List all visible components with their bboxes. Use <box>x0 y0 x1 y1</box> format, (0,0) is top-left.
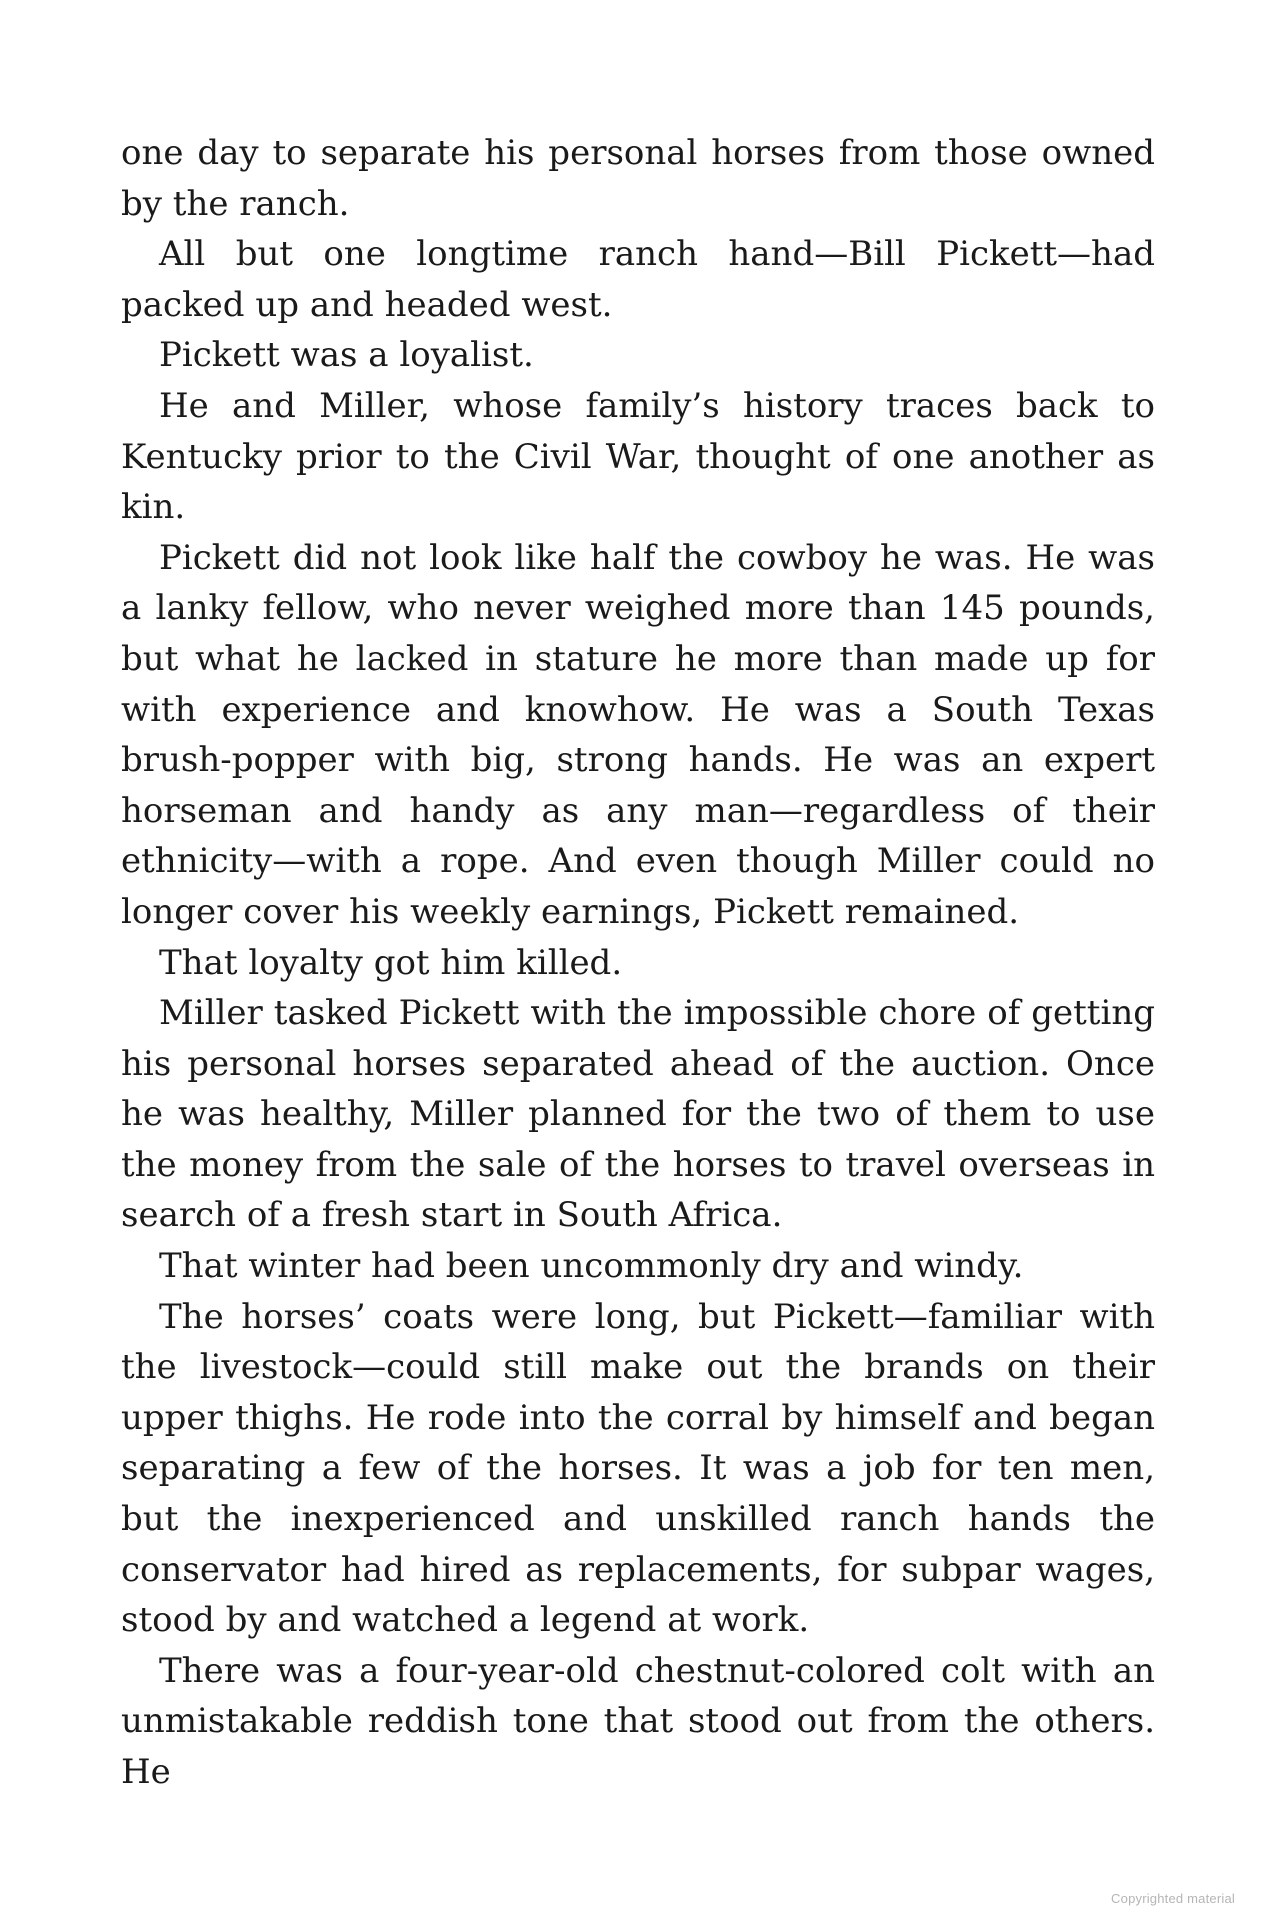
copyright-watermark: Copyrighted material <box>1111 1891 1235 1906</box>
paragraph-10: There was a four-year-old chestnut-colored colt with an unmistakable reddish tone that stood out from the others. He <box>121 1650 1155 1792</box>
paragraph-8: That winter had been uncommonly dry and windy. <box>159 1246 1024 1287</box>
paragraph-6: That loyalty got him killed. <box>159 942 623 983</box>
paragraph-7: Miller tasked Pickett with the impossible chore of getting his personal horses separated ahead of the auction. Once he was healthy, Miller planned for the two of them to use the money from the sale of the horses to travel overseas in search of a fresh start in South Africa. <box>121 993 1155 1236</box>
paragraph-1: one day to separate his personal horses from those owned by the ranch. <box>121 133 1155 224</box>
book-page-body <box>121 128 1155 1798</box>
paragraph-5: Pickett did not look like half the cowboy he was. He was a lanky fellow, who never weighed more than 145 pounds, but what he lacked in stature he more than made up for with experience and knowhow. He was a South Texas brush-popper with big, strong hands. He was an expert horseman and handy as any man—regardless of their ethnicity—with a rope. And even though Miller could no longer cover his weekly earnings, Pickett remained. <box>121 537 1155 932</box>
paragraph-4: He and Miller, whose family’s history traces back to Kentucky prior to the Civil War, thought of one another as kin. <box>121 385 1155 528</box>
paragraph-2: All but one longtime ranch hand—Bill Pickett—had packed up and headed west. <box>121 234 1155 325</box>
paragraph-9: The horses’ coats were long, but Pickett—familiar with the livestock—could still make out the brands on their upper thighs. He rode into the corral by himself and began separating a few of the horses. It was a job for ten men, but the inexperienced and unskilled ranch hands the conservator had hired as replacements, for subpar wages, stood by and watched a legend at work. <box>121 1296 1155 1641</box>
paragraph-3: Pickett was a loyalist. <box>159 335 534 376</box>
